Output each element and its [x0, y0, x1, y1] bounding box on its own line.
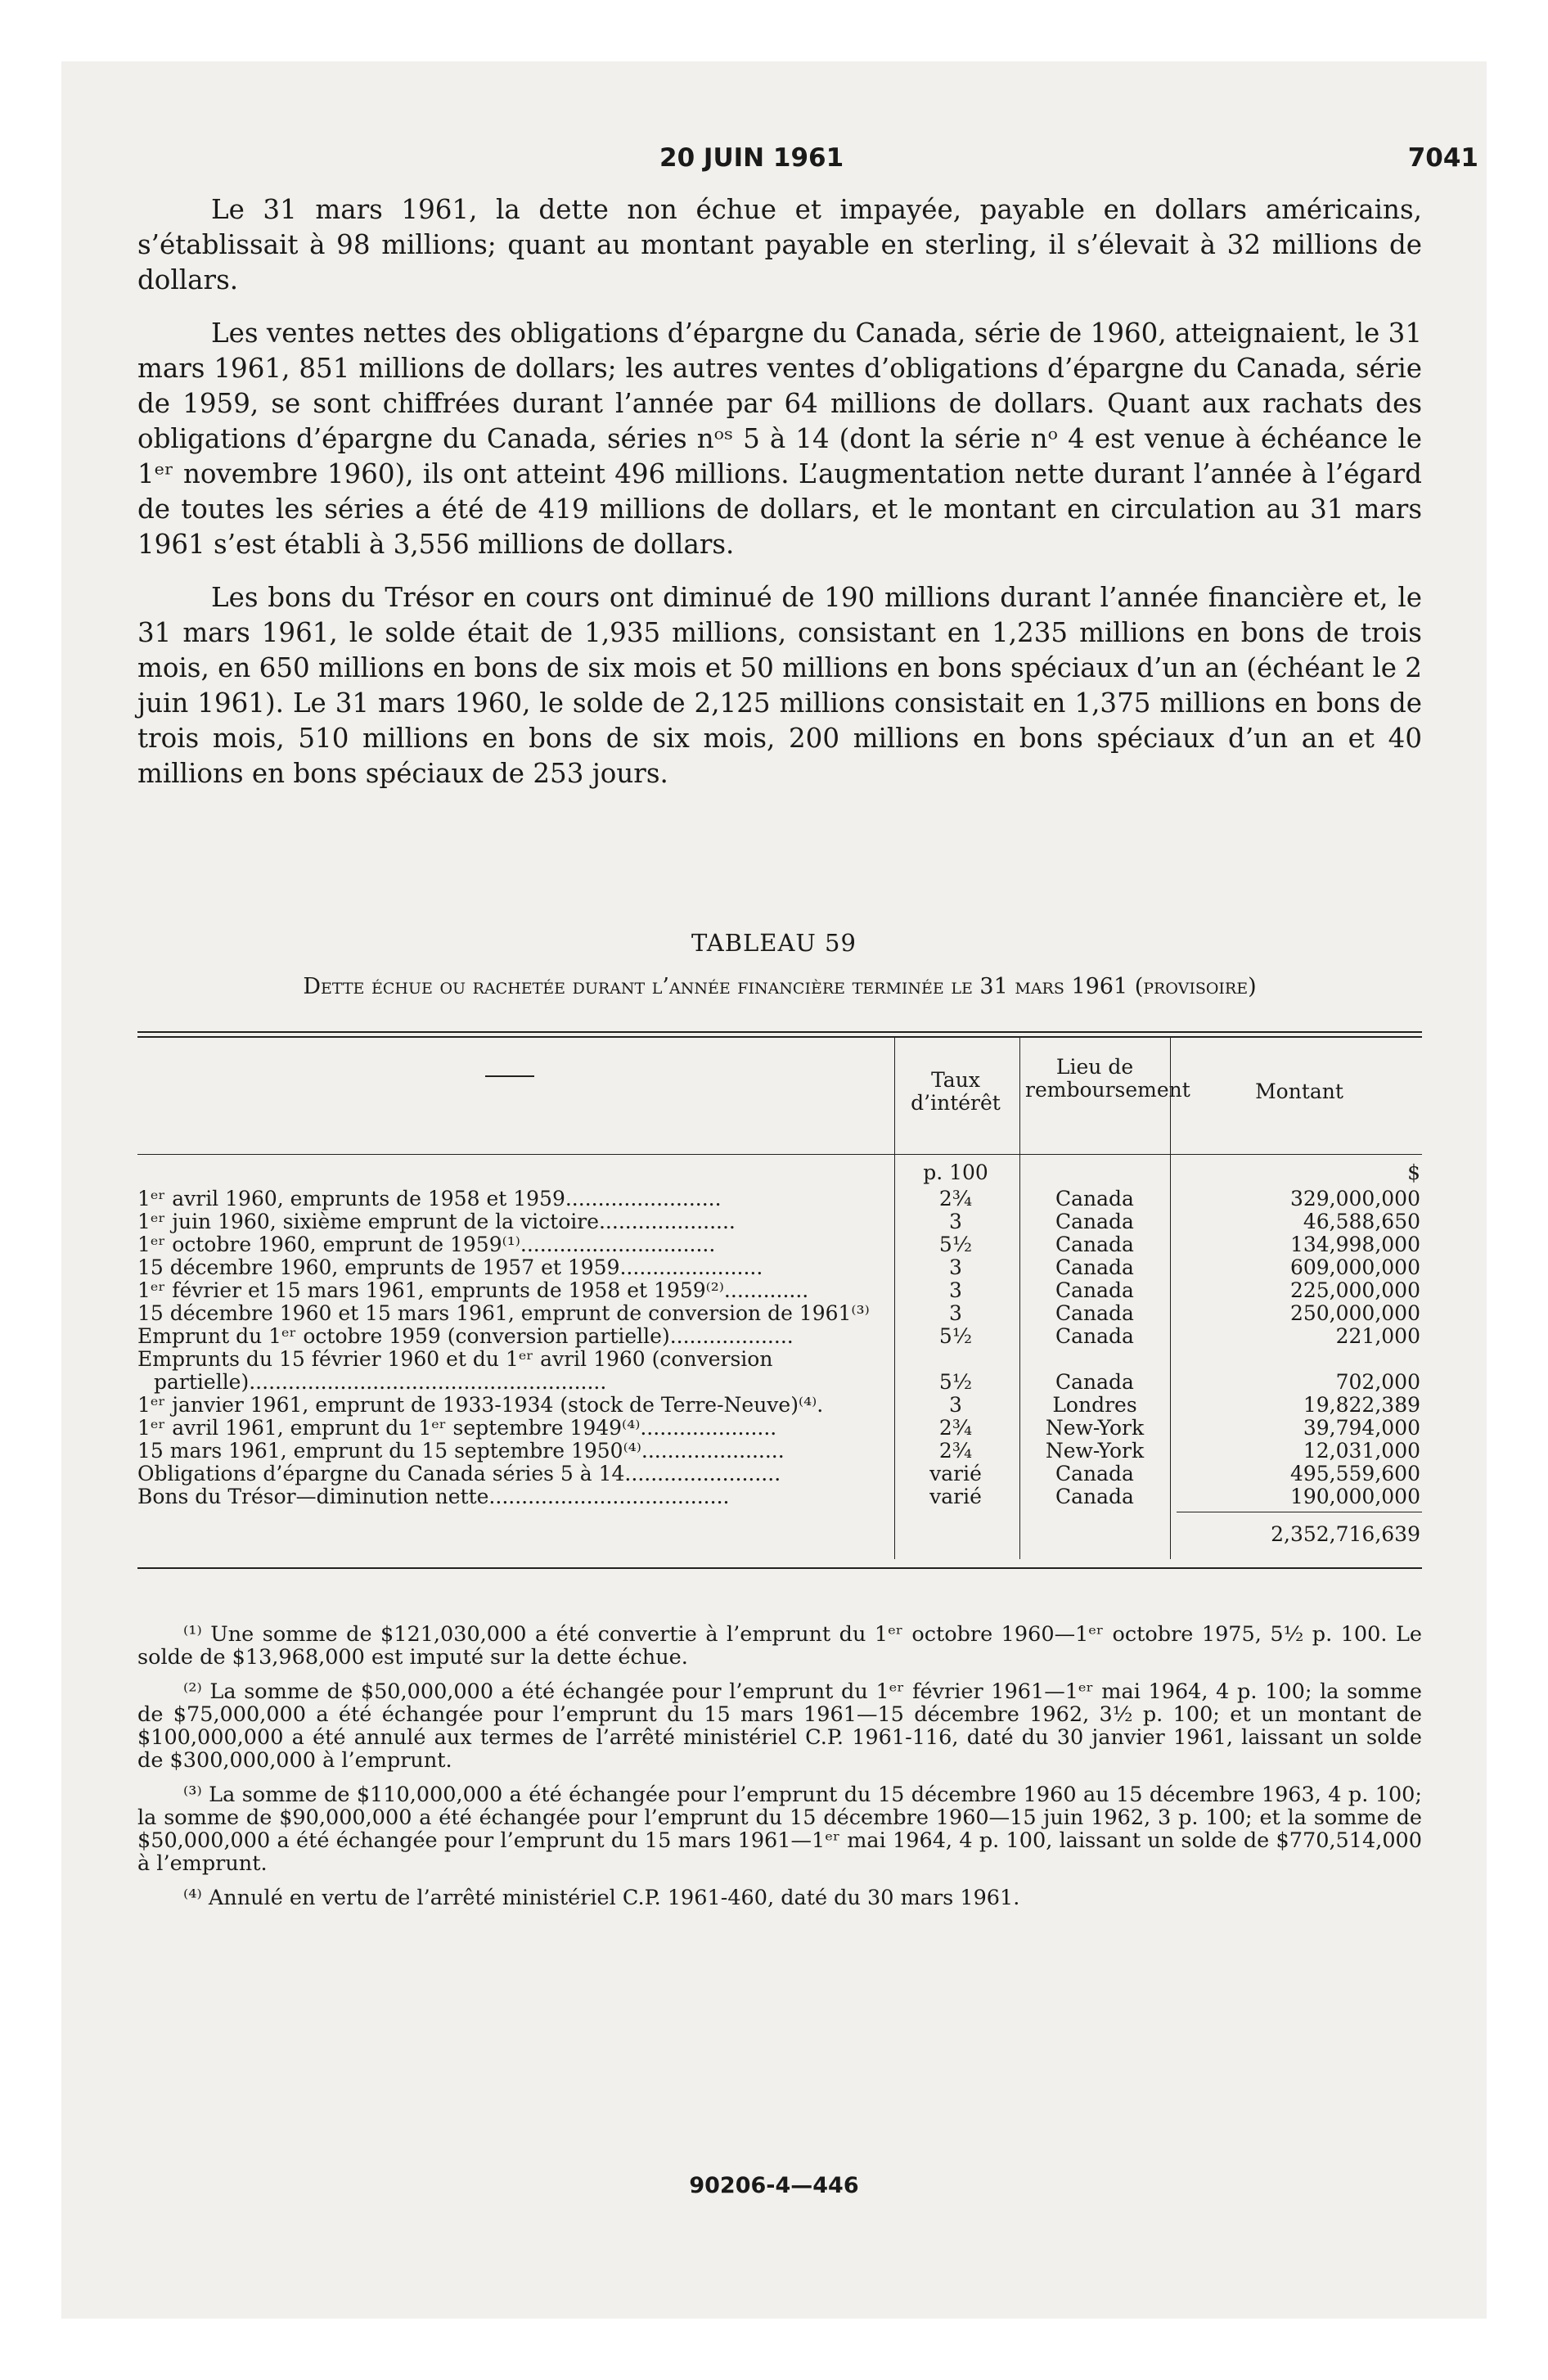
paragraph: Les bons du Trésor en cours ont diminué de 190 millions durant l’année financière et, le 31 mars 1961, le solde était de 1,935 millions, consistant en 1,235 millions en bons de trois mois, en 650 millions en bons de six mois et 50 millions en bons spéciaux d’un an (échéant le 2 juin 1961). Le 31 mars 1960, le solde de 2,125 millions consistait en 1,375 millions en bons de trois mois, 510 millions en bons de six mois, 200 millions en bons spéciaux d’un an et 40 millions en bons spéciaux de 253 jours. [137, 582, 1422, 789]
column-divider [1019, 1210, 1020, 1233]
column-divider [1019, 1417, 1020, 1440]
column-divider [894, 1038, 895, 1154]
table-row [137, 1440, 1422, 1463]
column-divider [1170, 1371, 1171, 1394]
row-amount: 495,559,600 [1289, 1462, 1420, 1485]
table-row [137, 1485, 1422, 1508]
debt-table [137, 1031, 1422, 1569]
table-header [137, 1038, 1422, 1155]
column-divider [1170, 1302, 1171, 1325]
footnote: ⁽¹⁾ Une somme de $121,030,000 a été convertie à l’emprunt du 1ᵉʳ octobre 1960—1ᵉʳ octobre 1975, 5½ p. 100. Le solde de $13,968,000 est imputé sur la dette échue. [137, 1622, 1422, 1670]
column-divider [894, 1394, 895, 1417]
table-row [137, 1233, 1422, 1256]
row-interest-rate: 3 [949, 1278, 962, 1302]
paragraph: Les ventes nettes des obligations d’épargne du Canada, série de 1960, atteignaient, le 31 mars 1961, 851 millions de dollars; les autres ventes d’obligations d’épargne du Canada, série de 1959, se sont chiffrées durant l’année par 64 millions de dollars. Quant aux rachats des obligations d’épargne du Canada, séries nᵒˢ 5 à 14 (dont la série nᵒ 4 est venue à échéance le 1ᵉʳ novembre 1960), ils ont atteint 496 millions. L’augmentation nette durant l’année à l’égard de toutes les séries a été de 419 millions de dollars, et le montant en circulation au 31 mars 1961 s’est établi à 3,556 millions de dollars. [137, 318, 1422, 560]
paragraph: Le 31 mars 1961, la dette non échue et impayée, payable en dollars américains, s’établissait à 98 millions; quant au montant payable en sterling, il s’élevait à 32 millions de dollars. [137, 194, 1422, 295]
footnote: ⁽²⁾ La somme de $50,000,000 a été échangée pour l’emprunt du 1ᵉʳ février 1961—1ᵉʳ mai 1964, 4 p. 100; la somme de $75,000,000 a été échangée pour l’emprunt du 15 mars 1961—15 décembre 1962, 3½ p. 100; et un montant de $100,000,000 a été annulé aux termes de l’arrêté ministériel C.P. 1961-116, daté du 30 janvier 1961, laissant un solde de $300,000,000 à l’emprunt. [137, 1679, 1422, 1773]
column-divider [1019, 1485, 1020, 1508]
column-divider [1019, 1188, 1020, 1210]
row-repayment-place: Canada [1055, 1255, 1134, 1279]
table-top-rule [137, 1031, 1422, 1038]
row-interest-rate: varié [929, 1485, 982, 1508]
table-row [137, 1417, 1422, 1440]
row-amount: 329,000,000 [1289, 1187, 1420, 1210]
row-repayment-place: Canada [1055, 1324, 1134, 1348]
column-divider [1170, 1485, 1171, 1508]
document-page [61, 61, 1487, 2319]
header-date: 20 JUIN 1961 [659, 143, 844, 173]
table-row [137, 1302, 1422, 1325]
column-divider [1170, 1210, 1171, 1233]
row-description: Emprunts du 15 février 1960 et du 1ᵉʳ avril 1960 (conversion [137, 1348, 773, 1371]
row-interest-rate: 5½ [938, 1324, 973, 1348]
column-divider [1019, 1302, 1020, 1325]
table-row [137, 1188, 1422, 1210]
column-divider [1170, 1463, 1171, 1485]
row-description: 1ᵉʳ octobre 1960, emprunt de 1959⁽¹⁾.............................. [137, 1233, 716, 1256]
column-divider [1019, 1440, 1020, 1463]
col-header-montant: Montant [1255, 1080, 1343, 1103]
footnotes [137, 1623, 1422, 1921]
table-body [137, 1188, 1422, 1508]
row-description: 1ᵉʳ avril 1960, emprunts de 1958 et 1959........................ [137, 1188, 722, 1210]
row-amount: 190,000,000 [1289, 1485, 1420, 1508]
col-header-taux: Taux d’intérêt [911, 1068, 1001, 1115]
row-amount: 12,031,000 [1303, 1439, 1420, 1463]
row-repayment-place: New-York [1045, 1416, 1145, 1440]
row-amount: 702,000 [1335, 1370, 1420, 1394]
unit-taux: p. 100 [923, 1161, 988, 1184]
row-repayment-place: Canada [1055, 1278, 1134, 1302]
row-description: Obligations d’épargne du Canada séries 5 à 14........................ [137, 1463, 781, 1485]
column-divider [894, 1463, 895, 1485]
column-divider [1019, 1394, 1020, 1417]
row-amount: 609,000,000 [1289, 1255, 1420, 1279]
column-divider [1019, 1325, 1020, 1348]
row-amount: 46,588,650 [1303, 1210, 1420, 1233]
row-amount: 225,000,000 [1289, 1278, 1420, 1302]
table-title: TABLEAU 59 [691, 929, 857, 957]
column-divider [1170, 1440, 1171, 1463]
row-interest-rate: 3 [949, 1255, 962, 1279]
table-row [137, 1325, 1422, 1348]
table-row [137, 1463, 1422, 1485]
row-repayment-place: New-York [1045, 1439, 1145, 1463]
row-interest-rate: 3 [949, 1393, 962, 1417]
column-divider [1170, 1417, 1171, 1440]
row-interest-rate: 2¾ [938, 1187, 973, 1210]
row-description: Emprunt du 1ᵉʳ octobre 1959 (conversion partielle)................... [137, 1325, 794, 1348]
row-description: 15 décembre 1960 et 15 mars 1961, emprunt de conversion de 1961⁽³⁾ [137, 1302, 870, 1325]
row-amount: 250,000,000 [1289, 1301, 1420, 1325]
table-row [137, 1210, 1422, 1233]
column-divider [1170, 1256, 1171, 1279]
column-divider [894, 1325, 895, 1348]
column-divider [894, 1371, 895, 1394]
column-divider [1170, 1155, 1171, 1188]
column-divider [1019, 1256, 1020, 1279]
column-divider [1019, 1348, 1020, 1371]
table-bottom-rule [137, 1567, 1422, 1569]
column-divider [894, 1233, 895, 1256]
column-divider [1170, 1394, 1171, 1417]
column-divider [894, 1279, 895, 1302]
row-description: 1ᵉʳ février et 15 mars 1961, emprunts de 1958 et 1959⁽²⁾............. [137, 1279, 809, 1302]
row-amount: 134,998,000 [1289, 1233, 1420, 1256]
row-interest-rate: varié [929, 1462, 982, 1485]
unit-montant: $ [1407, 1161, 1420, 1184]
col-header-lieu: Lieu de remboursement [1025, 1055, 1190, 1102]
column-divider [894, 1256, 895, 1279]
table-row [137, 1371, 1422, 1394]
column-divider [894, 1348, 895, 1371]
column-divider [894, 1302, 895, 1325]
column-divider [894, 1188, 895, 1210]
column-divider [1170, 1188, 1171, 1210]
row-description: 1ᵉʳ janvier 1961, emprunt de 1933-1934 (stock de Terre-Neuve)⁽⁴⁾. [137, 1394, 824, 1417]
row-description: Bons du Trésor—diminution nette..................................... [137, 1485, 730, 1508]
row-repayment-place: Canada [1055, 1370, 1134, 1394]
page-header [61, 143, 1487, 184]
column-divider [1170, 1325, 1171, 1348]
row-repayment-place: Canada [1055, 1462, 1134, 1485]
column-divider [894, 1485, 895, 1508]
row-interest-rate: 3 [949, 1301, 962, 1325]
row-amount: 39,794,000 [1303, 1416, 1420, 1440]
row-repayment-place: Canada [1055, 1301, 1134, 1325]
table-total-row [137, 1508, 1422, 1559]
row-interest-rate: 3 [949, 1210, 962, 1233]
body-text [137, 192, 1422, 809]
column-divider [894, 1508, 895, 1559]
page-number: 7041 [1407, 143, 1478, 173]
row-interest-rate: 2¾ [938, 1416, 973, 1440]
row-amount: 19,822,389 [1303, 1393, 1420, 1417]
column-divider [894, 1440, 895, 1463]
table-subtitle: Dette échue ou rachetée durant l’année financière terminée le 31 mars 1961 (provisoire) [303, 974, 1257, 999]
column-divider [1019, 1508, 1020, 1559]
column-divider [1019, 1155, 1020, 1188]
header-dash [485, 1075, 534, 1077]
table-row [137, 1279, 1422, 1302]
table-units-row [137, 1155, 1422, 1188]
column-divider [894, 1417, 895, 1440]
row-repayment-place: Canada [1055, 1485, 1134, 1508]
column-divider [1019, 1038, 1020, 1154]
column-divider [1019, 1279, 1020, 1302]
column-divider [1170, 1508, 1171, 1559]
row-repayment-place: Canada [1055, 1233, 1134, 1256]
footnote: ⁽⁴⁾ Annulé en vertu de l’arrêté ministériel C.P. 1961-460, daté du 30 mars 1961. [183, 1886, 1020, 1910]
column-divider [1019, 1463, 1020, 1485]
row-repayment-place: Londres [1052, 1393, 1137, 1417]
page-footer-code: 90206-4—446 [689, 2173, 859, 2198]
row-interest-rate: 2¾ [938, 1439, 973, 1463]
row-repayment-place: Canada [1055, 1187, 1134, 1210]
row-description: 15 mars 1961, emprunt du 15 septembre 1950⁽⁴⁾...................... [137, 1440, 785, 1463]
table-row [137, 1256, 1422, 1279]
table-row [137, 1348, 1422, 1371]
footnote: ⁽³⁾ La somme de $110,000,000 a été échangée pour l’emprunt du 15 décembre 1960 au 15 décembre 1963, 4 p. 100; la somme de $90,000,000 a été échangée pour l’emprunt du 15 décembre 1960—15 juin 1962, 3 p. 100; et la somme de $50,000,000 a été échangée pour l’emprunt du 15 mars 1961—1ᵉʳ mai 1964, 4 p. 100, laissant un solde de $770,514,000 à l’emprunt. [137, 1783, 1422, 1876]
row-interest-rate: 5½ [938, 1370, 973, 1394]
table-row [137, 1394, 1422, 1417]
column-divider [1170, 1279, 1171, 1302]
column-divider [1019, 1371, 1020, 1394]
row-description: 15 décembre 1960, emprunts de 1957 et 1959...................... [137, 1256, 763, 1279]
column-divider [894, 1210, 895, 1233]
column-divider [894, 1155, 895, 1188]
row-description: 1ᵉʳ avril 1961, emprunt du 1ᵉʳ septembre 1949⁽⁴⁾..................... [137, 1417, 777, 1440]
row-repayment-place: Canada [1055, 1210, 1134, 1233]
column-divider [1019, 1233, 1020, 1256]
row-description: 1ᵉʳ juin 1960, sixième emprunt de la victoire..................... [137, 1210, 736, 1233]
row-interest-rate: 5½ [938, 1233, 973, 1256]
row-description: partielle)....................................................... [154, 1371, 607, 1394]
total-amount: 2,352,716,639 [1271, 1522, 1420, 1546]
column-divider [1170, 1348, 1171, 1371]
row-amount: 221,000 [1335, 1324, 1420, 1348]
column-divider [1170, 1233, 1171, 1256]
